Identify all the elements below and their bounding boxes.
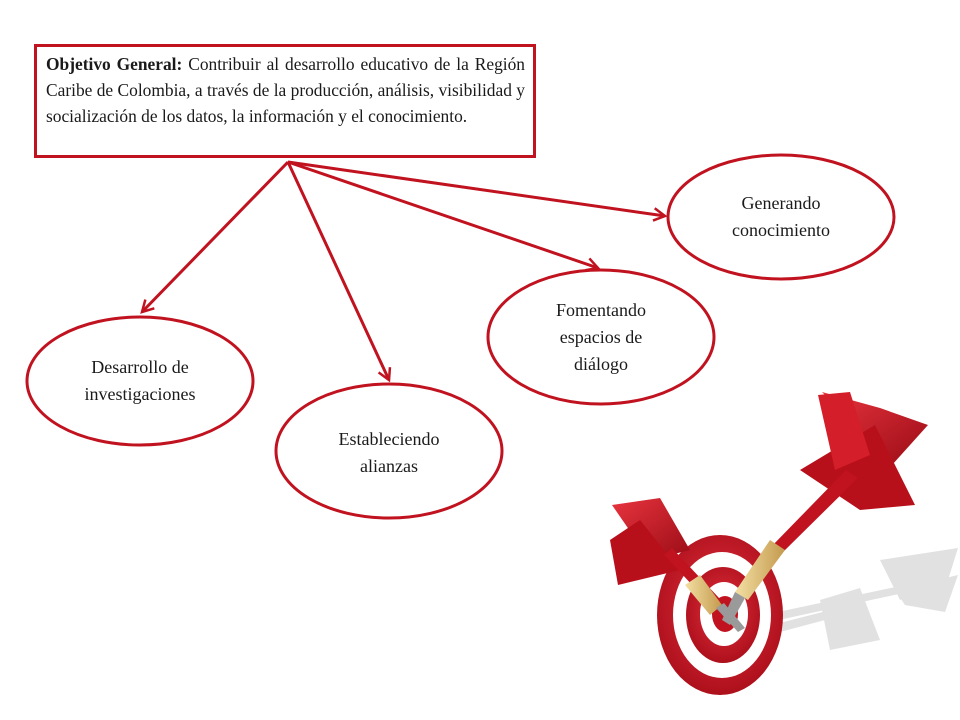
node-fomentando-line-2: espacios de xyxy=(559,326,643,347)
node-desarrollo-line-2: investigaciones xyxy=(84,384,196,404)
node-estableciendo-line-2: alianzas xyxy=(360,456,418,476)
darts-in-target-image xyxy=(610,392,958,695)
node-estableciendo-line-1: Estableciendo xyxy=(338,429,440,449)
node-generando-line-1: Generando xyxy=(741,193,821,213)
node-desarrollo-line-1: Desarrollo de xyxy=(91,357,189,377)
node-generando xyxy=(671,156,891,278)
node-desarrollo xyxy=(30,320,250,442)
objective-label: Objetivo General: xyxy=(46,54,183,74)
arrow-to-desarrollo xyxy=(142,162,288,312)
arrow-to-fomentando xyxy=(288,162,598,268)
node-estableciendo xyxy=(279,390,499,516)
arrow-to-generando xyxy=(288,162,665,216)
objective-box xyxy=(34,44,536,158)
objective-text: Contribuir al desarrollo educativo de la Región Caribe de Colombia, a través de la producción, análisis, visibilidad y socialización de los datos, la información y el conocimiento. xyxy=(46,54,526,126)
node-fomentando-line-3: diálogo xyxy=(574,353,628,374)
node-fomentando-line-1: Fomentando xyxy=(556,299,646,320)
node-fomentando xyxy=(491,272,711,402)
node-generando-line-2: conocimiento xyxy=(732,220,830,240)
arrow-to-estableciendo xyxy=(288,162,389,380)
